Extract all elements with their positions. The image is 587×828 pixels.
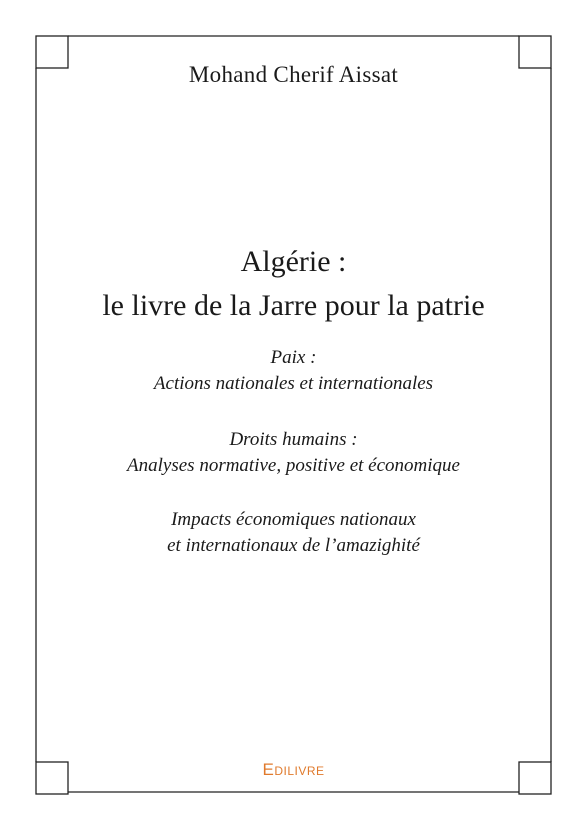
subtitle-droits-humains — [0, 427, 587, 479]
title-line-2: le livre de la Jarre pour la patrie — [102, 289, 485, 322]
subtitle-impacts — [0, 507, 587, 559]
subtitle-heading: Impacts économiques nationaux — [171, 509, 416, 530]
subtitle-text: et internationaux de l’amazighité — [167, 535, 420, 556]
subtitle-text: Actions nationales et internationales — [153, 373, 434, 394]
subtitle-paix — [0, 345, 587, 397]
subtitle-heading: Droits humains : — [229, 429, 358, 450]
title-line-1: Algérie : — [240, 245, 347, 278]
book-title — [0, 240, 587, 328]
subtitle-text: Analyses normative, positive et économique — [127, 455, 460, 476]
publisher-logo: Edilivre — [262, 760, 325, 779]
subtitle-heading: Paix : — [270, 347, 317, 368]
author-name: Mohand Cherif Aissat — [188, 62, 399, 87]
